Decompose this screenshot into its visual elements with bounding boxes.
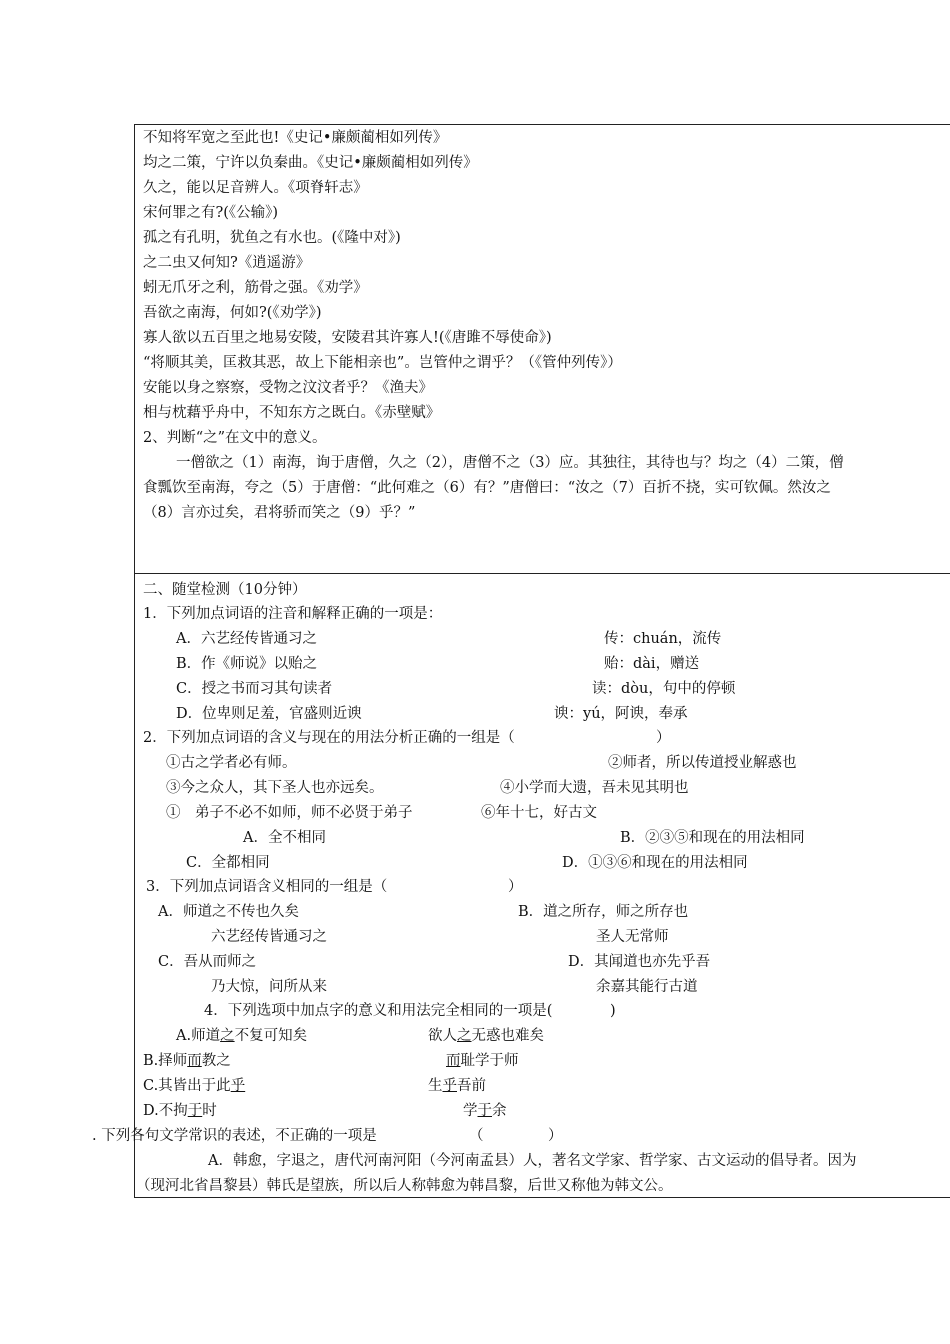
q3-option-line2: 乃大惊，问所从来 bbox=[211, 979, 327, 995]
section-divider bbox=[134, 573, 950, 574]
example-line: 之二虫又何知?《逍遥游》 bbox=[143, 255, 311, 271]
example-line: 蚓无爪牙之利，筋骨之强。《劝学》 bbox=[143, 280, 368, 296]
q2-item: ① 弟子不必不如师，师不必贤于弟子 bbox=[166, 805, 413, 821]
q3-option: D．其闻道也亦先乎吾 bbox=[568, 954, 711, 970]
question-2-stem: 2．下列加点词语的含义与现在的用法分析正确的一组是（ bbox=[143, 730, 515, 746]
question-3-stem: 3．下列加点词语含义相同的一组是（ bbox=[146, 879, 388, 895]
q1-option-gloss: 贻：dài，赠送 bbox=[604, 656, 700, 672]
dotted-word: 乎 bbox=[442, 1078, 457, 1094]
example-line: 久之，能以足音辨人。《项脊轩志》 bbox=[143, 180, 368, 196]
answer-paren-close: ) bbox=[610, 1003, 616, 1019]
q4-text: 教之 bbox=[201, 1053, 231, 1069]
q3-option-line2: 圣人无常师 bbox=[596, 929, 669, 945]
q1-option: C．授之书而习其句读者 bbox=[176, 681, 333, 697]
question-1-stem: 1．下列加点词语的注音和解释正确的一项是： bbox=[143, 606, 443, 622]
q5-option-a: A．韩愈，字退之，唐代河南河阳（今河南孟县）人，著名文学家、哲学家、古文运动的倡导者。因为 bbox=[208, 1153, 857, 1169]
dotted-word: 而 bbox=[187, 1053, 202, 1069]
example-line: 寡人欲以五百里之地易安陵，安陵君其许寡人!(《唐雎不辱使命》) bbox=[143, 330, 552, 346]
q4-option-pair bbox=[446, 1051, 519, 1071]
example-line: 吾欲之南海，何如?(《劝学》) bbox=[143, 305, 322, 321]
q4-text: 余 bbox=[492, 1103, 507, 1119]
q4-text: A.师道 bbox=[176, 1028, 221, 1044]
dotted-word: 而 bbox=[446, 1053, 461, 1069]
example-line: 相与枕藉乎舟中，不知东方之既白。《赤壁赋》 bbox=[143, 405, 441, 421]
q2-item: ③今之众人，其下圣人也亦远矣。 bbox=[166, 780, 384, 796]
example-line: 均之二策，宁许以负秦曲。《史记•廉颇蔺相如列传》 bbox=[143, 155, 478, 171]
task-2-heading: 2、判断“之”在文中的意义。 bbox=[143, 430, 327, 446]
q3-option: B．道之所存，师之所存也 bbox=[518, 904, 689, 920]
q1-option: B．作《师说》以贻之 bbox=[176, 656, 318, 672]
q2-item: ④小学而大遗，吾未见其明也 bbox=[500, 780, 689, 796]
q4-text: C.其皆出于此 bbox=[143, 1078, 231, 1094]
q4-text: 时 bbox=[202, 1103, 217, 1119]
q1-option: D．位卑则足羞，官盛则近谀 bbox=[176, 706, 362, 722]
answer-paren-close: ） bbox=[548, 1128, 563, 1144]
q4-option-pair bbox=[463, 1101, 507, 1121]
q4-option-pair bbox=[428, 1026, 544, 1046]
q1-option: A．六艺经传皆通习之 bbox=[176, 631, 317, 647]
dotted-word: 乎 bbox=[230, 1078, 246, 1094]
q4-text: 耻学于师 bbox=[460, 1053, 519, 1069]
q4-text: D.不拘 bbox=[143, 1103, 188, 1119]
answer-paren-open: （ bbox=[469, 1128, 484, 1144]
passage-line: 一僧欲之（1）南海，询于唐僧，久之（2），唐僧不之（3）应。其独往，其待也与？均之（4）二策，僧 bbox=[176, 455, 844, 471]
section-title: 二、随堂检测（10分钟） bbox=[143, 582, 307, 598]
q5-option-a-cont: （现河北省昌黎县）韩氏是望族，所以后人称韩愈为韩昌黎，后世又称他为韩文公。 bbox=[136, 1178, 673, 1194]
q4-text: 欲人 bbox=[428, 1028, 457, 1044]
q3-option: C．吾从而师之 bbox=[158, 954, 257, 970]
dotted-word: 于 bbox=[477, 1103, 492, 1119]
q2-option: A．全不相同 bbox=[243, 830, 326, 846]
answer-paren-close: ） bbox=[508, 879, 523, 895]
q4-text: 学 bbox=[463, 1103, 478, 1119]
q4-option-pair bbox=[428, 1076, 486, 1096]
passage-line: （8）言亦过矣，君将骄而笑之（9）乎？” bbox=[143, 505, 416, 521]
dotted-word: 于 bbox=[187, 1103, 203, 1119]
q4-text: 不复可知矣 bbox=[234, 1028, 308, 1044]
q3-option-line2: 六艺经传皆通习之 bbox=[211, 929, 327, 945]
q1-option-gloss: 谀：yú，阿谀，奉承 bbox=[554, 706, 688, 722]
q4-option bbox=[143, 1101, 217, 1121]
q2-option: C．全都相同 bbox=[186, 855, 270, 871]
answer-paren-close: ） bbox=[656, 730, 671, 746]
q4-option bbox=[176, 1026, 307, 1046]
q1-option-gloss: 传：chuán，流传 bbox=[604, 631, 722, 647]
example-line: 宋何罪之有?(《公输》) bbox=[143, 205, 279, 221]
q2-item: ②师者，所以传道授业解惑也 bbox=[608, 755, 797, 771]
example-line: “将顺其美，匡救其恶，故上下能相亲也”。岂管仲之谓乎？（《管仲列传》） bbox=[143, 355, 622, 371]
dotted-word: 之 bbox=[457, 1028, 472, 1044]
passage-line: 食瓢饮至南海，夸之（5）于唐僧：“此何难之（6）有？”唐僧曰：“汝之（7）百折不挠，实可钦佩。然汝之 bbox=[143, 480, 831, 496]
example-line: 孤之有孔明，犹鱼之有水也。(《隆中对》) bbox=[143, 230, 401, 246]
question-4-stem: 4．下列选项中加点字的意义和用法完全相同的一项是( bbox=[204, 1003, 553, 1019]
q2-item: ⑥年十七，好古文 bbox=[481, 805, 597, 821]
question-5-stem: . 下列各句文学常识的表述，不正确的一项是 bbox=[92, 1128, 377, 1144]
q2-item: ①古之学者必有师。 bbox=[166, 755, 297, 771]
q4-text: 生 bbox=[428, 1078, 443, 1094]
example-line: 安能以身之察察，受物之汶汶者乎？《渔夫》 bbox=[143, 380, 433, 396]
q3-option: A．师道之不传也久矣 bbox=[158, 904, 299, 920]
q1-option-gloss: 读：dòu，句中的停顿 bbox=[592, 681, 736, 697]
example-line: 不知将军宽之至此也!《史记•廉颇蔺相如列传》 bbox=[143, 130, 448, 146]
q4-text: 吾前 bbox=[457, 1078, 486, 1094]
q3-option-line2: 余嘉其能行古道 bbox=[596, 979, 698, 995]
q4-option bbox=[143, 1051, 231, 1071]
q4-text: 无惑也难矣 bbox=[471, 1028, 544, 1044]
q2-option: B．②③⑤和现在的用法相同 bbox=[620, 830, 805, 846]
q2-option: D．①③⑥和现在的用法相同 bbox=[562, 855, 748, 871]
q4-option bbox=[143, 1076, 245, 1096]
q4-text: B.择师 bbox=[143, 1053, 188, 1069]
dotted-word: 之 bbox=[220, 1028, 235, 1044]
